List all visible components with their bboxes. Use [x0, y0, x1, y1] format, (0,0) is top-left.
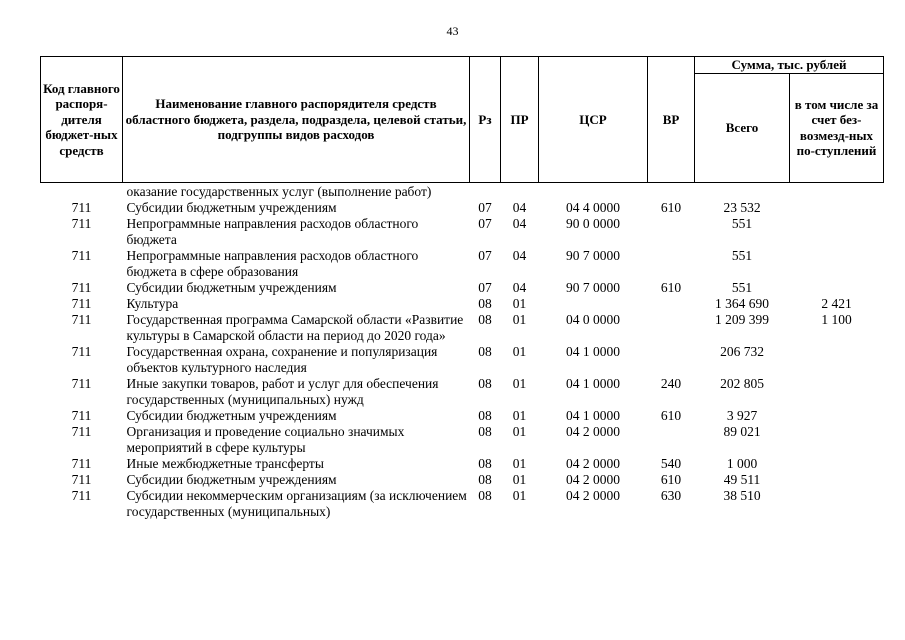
cell-name: Государственная программа Самарской области «Развитие культуры в Самарской области на период до 2020 года»	[126, 311, 464, 343]
cell-csr: 04 1 0000	[566, 375, 620, 391]
cell-pr: 01	[512, 455, 527, 471]
cell-code: 711	[71, 215, 92, 231]
table-row	[41, 456, 884, 472]
cell-name: Субсидии бюджетным учреждениям	[126, 279, 337, 295]
cell-pr: 01	[512, 375, 527, 391]
cell-rz: 08	[478, 423, 492, 439]
cell-total: 206 732	[720, 343, 764, 359]
cell-rz: 08	[478, 375, 492, 391]
cell-code: 711	[71, 247, 92, 263]
cell-extra	[790, 488, 884, 520]
table-row	[41, 472, 884, 488]
cell-extra	[790, 424, 884, 456]
cell-vr: 630	[660, 487, 682, 503]
cell-vr	[648, 344, 695, 376]
cell-vr: 610	[660, 407, 682, 423]
cell-pr: 01	[512, 423, 527, 439]
table-row	[41, 280, 884, 296]
cell-extra	[790, 472, 884, 488]
table-row	[41, 312, 884, 344]
cell-vr: 610	[660, 199, 682, 215]
cell-csr: 04 2 0000	[566, 471, 620, 487]
cell-extra: 1 100	[821, 311, 852, 327]
cell-code: 711	[71, 311, 92, 327]
header-vr: ВР	[648, 57, 695, 183]
cell-rz: 08	[478, 343, 492, 359]
cell-name: Субсидии бюджетным учреждениям	[126, 407, 337, 423]
table-row	[41, 488, 884, 520]
cell-pr: 04	[512, 279, 527, 295]
table-row	[41, 182, 884, 200]
cell-code: 711	[71, 279, 92, 295]
cell-total: 1 364 690	[715, 295, 769, 311]
cell-code: 711	[71, 487, 92, 503]
header-name: Наименование главного распорядителя средств областного бюджета, раздела, подраздела, целевой статьи, подгруппы видов расходов	[123, 57, 470, 183]
header-pr: ПР	[501, 57, 539, 183]
cell-pr: 01	[512, 343, 527, 359]
cell-code: 711	[71, 455, 92, 471]
cell-total: 1 000	[726, 455, 758, 471]
cell-code: 711	[71, 375, 92, 391]
cell-code: 711	[71, 199, 92, 215]
budget-table	[40, 56, 884, 520]
cell-csr: 04 2 0000	[566, 423, 620, 439]
cell-rz: 07	[478, 247, 492, 263]
cell-csr: 90 0 0000	[566, 215, 620, 231]
cell-extra	[790, 376, 884, 408]
cell-total: 551	[731, 247, 753, 263]
cell-name: Непрограммные направления расходов областного бюджета в сфере образования	[126, 247, 419, 279]
table-row	[41, 296, 884, 312]
cell-csr: 04 2 0000	[566, 487, 620, 503]
cell-name: Субсидии бюджетным учреждениям	[126, 471, 337, 487]
cell-extra	[790, 280, 884, 296]
cell-vr	[648, 216, 695, 248]
cell-vr: 240	[660, 375, 682, 391]
cell-rz: 08	[478, 407, 492, 423]
cell-extra	[790, 344, 884, 376]
cell-total: 49 511	[723, 471, 761, 487]
cell-rz: 07	[478, 215, 492, 231]
cell-total: 551	[731, 279, 753, 295]
cell-csr: 04 1 0000	[566, 407, 620, 423]
header-total: Всего	[695, 73, 790, 182]
cell-total: 89 021	[723, 423, 761, 439]
cell-vr: 540	[660, 455, 682, 471]
cell-total: 1 209 399	[715, 311, 769, 327]
cell-rz: 07	[478, 279, 492, 295]
cell-vr: 610	[660, 471, 682, 487]
cell-rz: 08	[478, 455, 492, 471]
cell-name: Культура	[126, 295, 179, 311]
cell-code: 711	[71, 423, 92, 439]
cell-pr: 01	[512, 295, 527, 311]
table-header	[41, 57, 884, 183]
cell-code: 711	[71, 407, 92, 423]
cell-csr	[539, 296, 648, 312]
cell-csr: 90 7 0000	[566, 247, 620, 263]
cell-pr: 01	[512, 311, 527, 327]
header-code: Код главного распоря-дителя бюджет-ных средств	[41, 57, 123, 183]
cell-pr: 04	[512, 199, 527, 215]
table-body	[41, 182, 884, 520]
cell-total: 3 927	[726, 407, 758, 423]
table-row	[41, 200, 884, 216]
cell-csr: 90 7 0000	[566, 279, 620, 295]
cell-name: Непрограммные направления расходов областного бюджета	[126, 215, 419, 247]
table-row	[41, 408, 884, 424]
header-rz: Рз	[470, 57, 501, 183]
cell-name: Государственная охрана, сохранение и популяризация объектов культурного наследия	[126, 343, 438, 375]
header-extra: в том числе за счет без-возмезд-ных по-ступлений	[790, 73, 884, 182]
cell-code: 711	[71, 295, 92, 311]
cell-extra	[790, 216, 884, 248]
cell-csr: 04 2 0000	[566, 455, 620, 471]
cell-pr: 01	[512, 407, 527, 423]
table-row	[41, 216, 884, 248]
cell-total: 38 510	[723, 487, 761, 503]
cell-extra: 2 421	[821, 295, 852, 311]
header-sum: Сумма, тыс. рублей	[695, 57, 884, 74]
cell-total: 202 805	[720, 375, 764, 391]
cell-extra	[790, 456, 884, 472]
cell-extra	[790, 200, 884, 216]
cell-name: Субсидии некоммерческим организациям (за исключением государственных (муниципальных)	[126, 487, 467, 519]
cell-extra	[790, 248, 884, 280]
cell-vr: 610	[660, 279, 682, 295]
cell-name: Иные закупки товаров, работ и услуг для обеспечения государственных (муниципальных) нужд	[126, 375, 439, 407]
cell-total: 551	[731, 215, 753, 231]
cell-csr: 04 4 0000	[566, 199, 620, 215]
continuation-text: оказание государственных услуг (выполнение работ)	[126, 183, 432, 199]
cell-csr: 04 1 0000	[566, 343, 620, 359]
cell-rz: 08	[478, 295, 492, 311]
cell-pr: 04	[512, 215, 527, 231]
cell-csr: 04 0 0000	[566, 311, 620, 327]
cell-name: Иные межбюджетные трансферты	[126, 455, 324, 471]
cell-name: Организация и проведение социально значимых мероприятий в сфере культуры	[126, 423, 405, 455]
cell-rz: 08	[478, 471, 492, 487]
cell-vr	[648, 248, 695, 280]
page-number: 43	[446, 24, 459, 38]
cell-rz: 08	[478, 311, 492, 327]
table-row	[41, 344, 884, 376]
cell-vr	[648, 296, 695, 312]
cell-code: 711	[71, 471, 92, 487]
cell-vr	[648, 424, 695, 456]
table-row	[41, 376, 884, 408]
header-csr: ЦСР	[539, 57, 648, 183]
cell-rz: 07	[478, 199, 492, 215]
cell-name: Субсидии бюджетным учреждениям	[126, 199, 337, 215]
cell-pr: 01	[512, 487, 527, 503]
cell-total: 23 532	[723, 199, 761, 215]
cell-rz: 08	[478, 487, 492, 503]
cell-vr	[648, 312, 695, 344]
cell-code: 711	[71, 343, 92, 359]
cell-pr: 01	[512, 471, 527, 487]
table-row	[41, 248, 884, 280]
table-row	[41, 424, 884, 456]
cell-extra	[790, 408, 884, 424]
cell-pr: 04	[512, 247, 527, 263]
